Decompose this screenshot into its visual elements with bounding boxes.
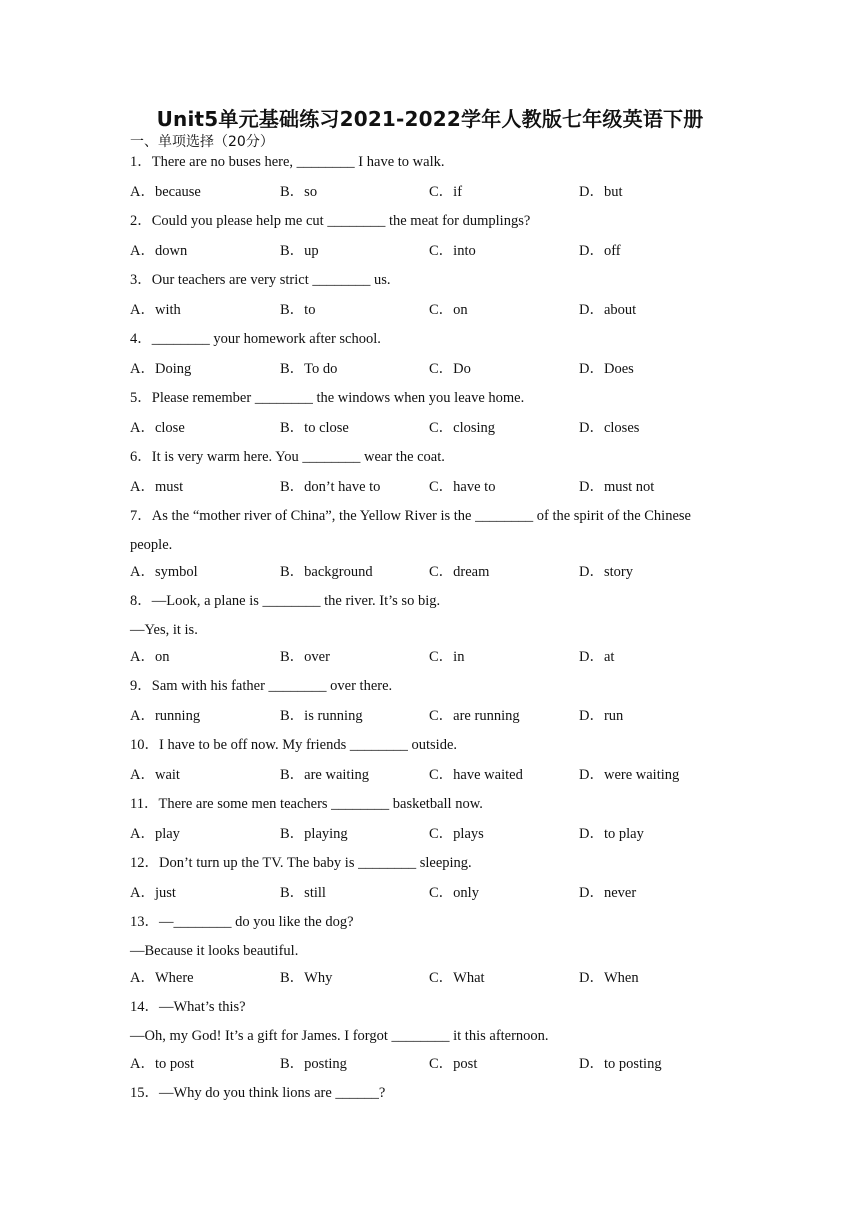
page-title: Unit5单元基础练习2021-2022学年人教版七年级英语下册 [156,107,704,131]
question-11-options [130,824,730,844]
option-c[interactable]: C．on [429,302,468,318]
option-c[interactable]: C．if [429,184,463,200]
option-c[interactable]: C．have to [429,479,496,495]
option-a[interactable]: A．Doing [130,361,192,377]
question-8-options [130,647,730,667]
option-d[interactable]: D．Does [579,361,634,377]
option-c[interactable]: C．Do [429,361,471,377]
option-b[interactable]: B．over [280,649,330,665]
option-d[interactable]: D．at [579,649,615,665]
option-d[interactable]: D．were waiting [579,767,680,783]
question-12-options [130,883,730,903]
option-a[interactable]: A．because [130,184,201,200]
option-b[interactable]: B．Why [280,970,333,986]
option-b[interactable]: B．is running [280,708,363,724]
option-a[interactable]: A．just [130,885,176,901]
question-8-reply: —Yes, it is. [130,622,198,638]
option-d[interactable]: D．must not [579,479,655,495]
question-14-text: 14．—What’s this? [130,999,246,1015]
question-5-text: 5．Please remember ________ the windows when you leave home. [130,390,525,406]
question-13-text: 13．—________ do you like the dog? [130,914,354,930]
question-4-text: 4．________ your homework after school. [130,331,381,347]
option-d[interactable]: D．run [579,708,624,724]
question-10-options [130,765,730,785]
option-c[interactable]: C．dream [429,564,490,580]
option-c[interactable]: C．only [429,885,479,901]
option-c[interactable]: C．What [429,970,485,986]
option-b[interactable]: B．posting [280,1056,347,1072]
option-d[interactable]: D．off [579,243,621,259]
question-13-reply: —Because it looks beautiful. [130,943,299,959]
question-3-text: 3．Our teachers are very strict ________ us. [130,272,391,288]
question-13-options [130,968,730,988]
question-14-reply: —Oh, my God! It’s a gift for James. I forgot ________ it this afternoon. [130,1028,549,1044]
question-2-text: 2．Could you please help me cut ________ the meat for dumplings? [130,213,531,229]
option-b[interactable]: B．up [280,243,319,259]
option-b[interactable]: B．To do [280,361,338,377]
question-2-options [130,241,730,261]
question-6-text: 6．It is very warm here. You ________ wear the coat. [130,449,445,465]
option-a[interactable]: A．Where [130,970,194,986]
question-4-options [130,359,730,379]
option-b[interactable]: B．still [280,885,326,901]
option-b[interactable]: B．playing [280,826,348,842]
option-b[interactable]: B．so [280,184,318,200]
question-6-options [130,477,730,497]
question-9-text: 9．Sam with his father ________ over there. [130,678,393,694]
option-a[interactable]: A．symbol [130,564,198,580]
question-8-text: 8．—Look, a plane is ________ the river. It’s so big. [130,593,441,609]
option-c[interactable]: C．closing [429,420,496,436]
option-c[interactable]: C．in [429,649,465,665]
option-c[interactable]: C．post [429,1056,478,1072]
question-1-text: 1．There are no buses here, ________ I have to walk. [130,154,445,170]
question-5-options [130,418,730,438]
question-1-options [130,182,730,202]
option-b[interactable]: B．to [280,302,316,318]
option-d[interactable]: D．to play [579,826,644,842]
option-a[interactable]: A．close [130,420,185,436]
option-c[interactable]: C．have waited [429,767,523,783]
question-15-text: 15．—Why do you think lions are ______? [130,1085,386,1101]
option-d[interactable]: D．about [579,302,637,318]
option-a[interactable]: A．on [130,649,170,665]
question-9-options [130,706,730,726]
option-d[interactable]: D．story [579,564,633,580]
option-c[interactable]: C．plays [429,826,484,842]
option-b[interactable]: B．background [280,564,373,580]
question-7-text: 7．As the “mother river of China”, the Yellow River is the ________ of the spirit of the Chinese [130,508,691,524]
option-a[interactable]: A．wait [130,767,180,783]
question-7-text-continued: people. [130,537,173,553]
option-d[interactable]: D．never [579,885,637,901]
option-d[interactable]: D．to posting [579,1056,662,1072]
question-14-options [130,1054,730,1074]
option-c[interactable]: C．are running [429,708,520,724]
option-b[interactable]: B．are waiting [280,767,369,783]
option-d[interactable]: D．When [579,970,639,986]
question-3-options [130,300,730,320]
option-b[interactable]: B．don’t have to [280,479,381,495]
option-d[interactable]: D．closes [579,420,640,436]
option-a[interactable]: A．to post [130,1056,195,1072]
question-7-options [130,562,730,582]
question-10-text: 10．I have to be off now. My friends ________ outside. [130,737,458,753]
option-a[interactable]: A．running [130,708,201,724]
question-12-text: 12．Don’t turn up the TV. The baby is ________ sleeping. [130,855,472,871]
question-11-text: 11．There are some men teachers ________ basketball now. [130,796,483,812]
option-a[interactable]: A．down [130,243,188,259]
option-d[interactable]: D．but [579,184,623,200]
option-c[interactable]: C．into [429,243,476,259]
option-a[interactable]: A．with [130,302,181,318]
option-a[interactable]: A．play [130,826,180,842]
section-heading: 一、单项选择（20分） [130,134,274,150]
option-a[interactable]: A．must [130,479,184,495]
option-b[interactable]: B．to close [280,420,349,436]
